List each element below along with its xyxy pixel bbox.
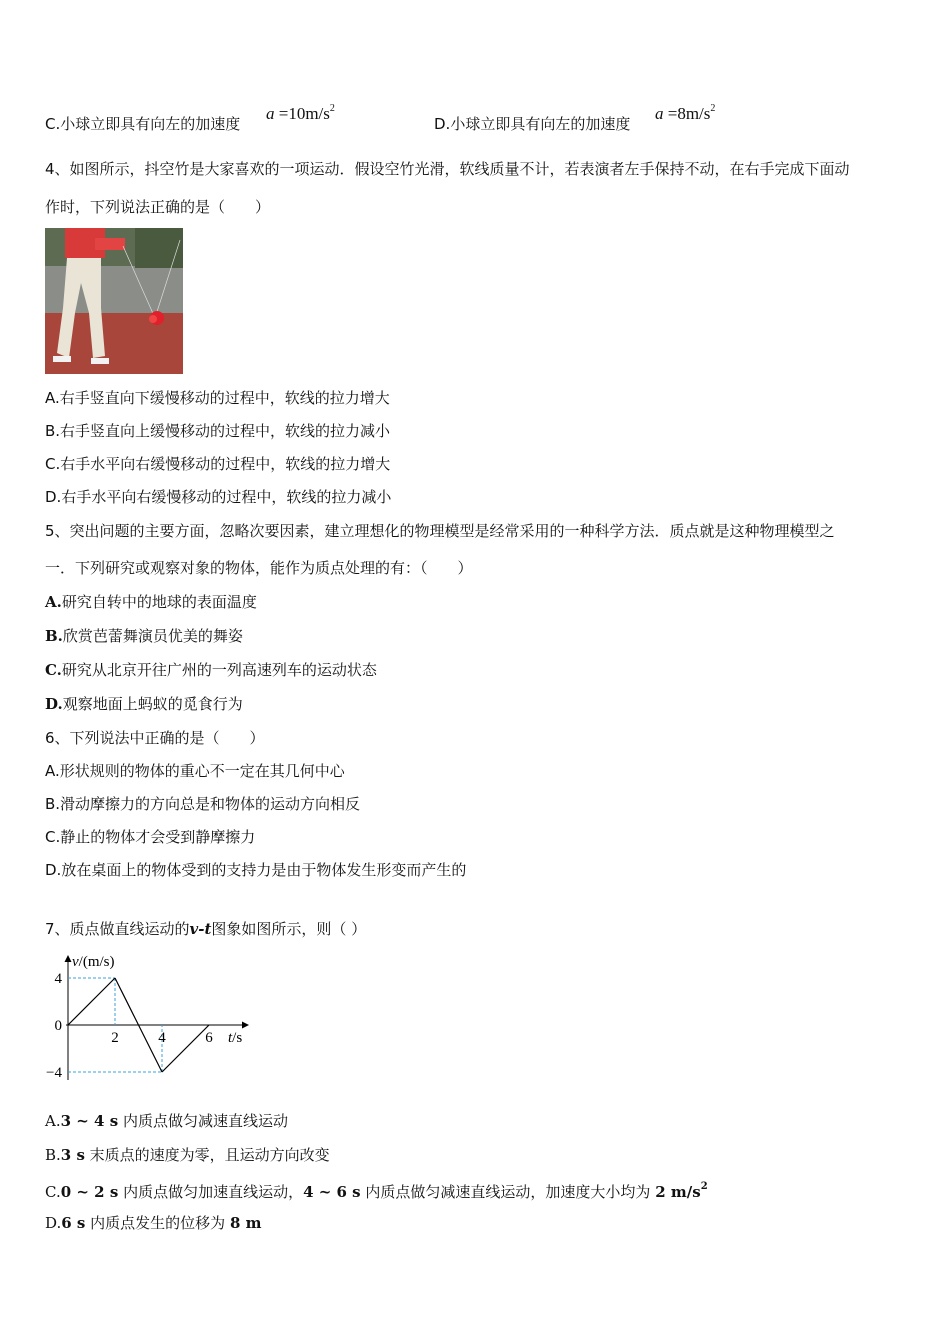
q5-stem-line1: 5、突出问题的主要方面，忽略次要因素，建立理想化的物理模型是经常采用的一种科学方法．质点就是这种物理模型之 (45, 522, 835, 540)
y-axis-label: v/(m/s) (72, 954, 115, 970)
q4-option-c: C.右手水平向右缓慢移动的过程中，软线的拉力增大 (45, 455, 391, 473)
q3-option-c-formula: $a =10m/s^2$ (266, 103, 335, 123)
y-tick-label: 4 (54, 971, 62, 987)
q6-option-a: A.形状规则的物体的重心不一定在其几何中心 (45, 762, 345, 780)
q6-stem: 6、下列说法中正确的是（ ） (45, 729, 265, 747)
q3-option-d-text: D.小球立即具有向左的加速度 (434, 115, 631, 133)
y-tick-label: −4 (46, 1065, 62, 1081)
vt-segment (162, 1025, 209, 1072)
vt-graph-svg (40, 950, 260, 1090)
q4-option-a: A.右手竖直向下缓慢移动的过程中，软线的拉力增大 (45, 389, 390, 407)
q3-option-c (45, 117, 240, 132)
q5-option-a: A.研究自转中的地球的表面温度 (45, 593, 257, 611)
q6-option-b: B.滑动摩擦力的方向总是和物体的运动方向相反 (45, 795, 361, 813)
x-tick-label: 2 (111, 1030, 119, 1046)
q3-option-d (434, 117, 630, 132)
diabolo-photo (45, 228, 183, 374)
q6-option-d: D.放在桌面上的物体受到的支持力是由于物体发生形变而产生的 (45, 861, 467, 879)
x-axis-label: t/s (228, 1030, 243, 1046)
q4-stem-line2: 作时，下列说法正确的是（ ） (45, 198, 271, 216)
q7-option-a: A.3 ~ 4 s 内质点做匀减速直线运动 (45, 1112, 288, 1130)
diabolo-photo-image (45, 228, 183, 374)
x-axis-arrow (242, 1022, 249, 1029)
q7-stem: 7、质点做直线运动的v-t图象如图所示，则（ ） (45, 920, 367, 938)
q5-option-c: C.研究从北京开往广州的一列高速列车的运动状态 (45, 661, 377, 679)
q3-option-d-formula: $a =8m/s^2$ (655, 103, 716, 123)
q6-option-c: C.静止的物体才会受到静摩擦力 (45, 828, 256, 846)
q5-option-d: D.观察地面上蚂蚁的觅食行为 (45, 695, 243, 713)
q7-option-d: D.6 s 内质点发生的位移为 8 m (45, 1214, 262, 1232)
q4-option-d: D.右手水平向右缓慢移动的过程中，软线的拉力减小 (45, 488, 392, 506)
q5-option-b: B.欣赏芭蕾舞演员优美的舞姿 (45, 627, 243, 645)
q4-option-b: B.右手竖直向上缓慢移动的过程中，软线的拉力减小 (45, 422, 391, 440)
x-tick-label: 6 (205, 1030, 213, 1046)
q3-option-c-text: C.小球立即具有向左的加速度 (45, 115, 241, 133)
q7-option-c: C.0 ~ 2 s 内质点做匀加速直线运动，4 ~ 6 s 内质点做匀减速直线运动，加速度大小均为 2 $m/s^2$ (45, 1181, 708, 1201)
q4-stem-line1: 4、如图所示，抖空竹是大家喜欢的一项运动．假设空竹光滑，软线质量不计，若表演者左手保持不动，在右手完成下面动 (45, 160, 850, 178)
q5-stem-line2: 一．下列研究或观察对象的物体，能作为质点处理的有：（ ） (45, 559, 473, 577)
y-tick-label: 0 (54, 1018, 62, 1034)
x-tick-label: 4 (158, 1030, 166, 1046)
y-axis-arrow (65, 955, 72, 962)
vt-graph (40, 950, 260, 1094)
q7-option-b: B.3 s 末质点的速度为零，且运动方向改变 (45, 1146, 330, 1164)
vt-segment (68, 978, 115, 1025)
